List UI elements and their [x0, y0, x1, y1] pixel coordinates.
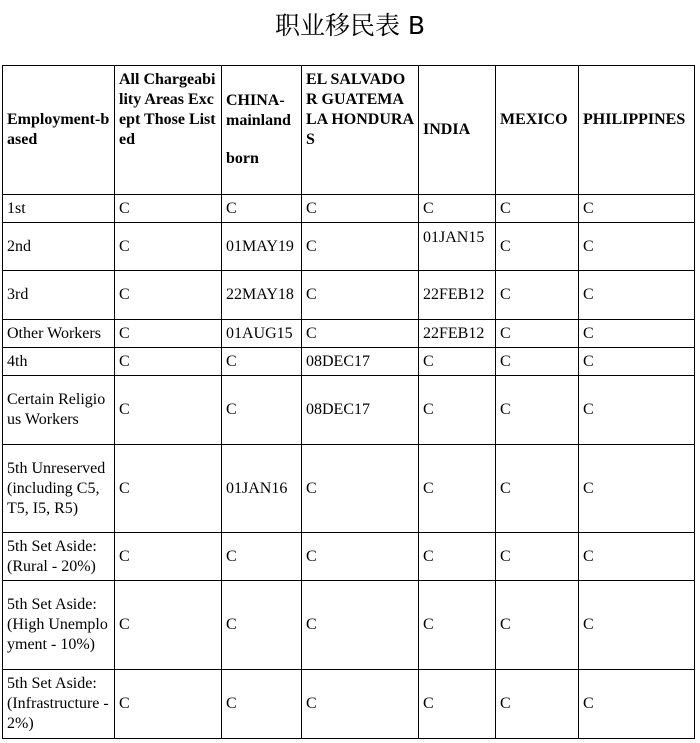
table-row — [3, 445, 695, 533]
table-cell: C — [222, 670, 302, 739]
visa-bulletin-table — [2, 65, 695, 739]
table-cell: C — [302, 445, 419, 533]
table-cell: C — [496, 376, 579, 445]
table-cell: 01JAN15 — [419, 223, 496, 271]
table-cell: C — [579, 533, 695, 581]
table-cell: 08DEC17 — [302, 376, 419, 445]
table-cell: C — [496, 195, 579, 223]
table-cell: C — [115, 271, 222, 320]
table-cell: 08DEC17 — [302, 348, 419, 376]
table-cell: C — [496, 670, 579, 739]
table-cell: C — [302, 670, 419, 739]
table-cell: C — [419, 581, 496, 670]
table-cell: C — [222, 348, 302, 376]
table-cell: C — [419, 670, 496, 739]
table-cell: C — [496, 271, 579, 320]
table-cell: C — [579, 320, 695, 348]
row-category: 4th — [3, 348, 115, 376]
table-cell: C — [579, 195, 695, 223]
table-cell: C — [419, 376, 496, 445]
header-india: INDIA — [419, 66, 496, 195]
header-employment-based: Employment-based — [3, 66, 115, 195]
row-category: 5th Set Aside: (Rural - 20%) — [3, 533, 115, 581]
row-category: 1st — [3, 195, 115, 223]
table-cell: 01AUG15 — [222, 320, 302, 348]
table-cell: C — [419, 348, 496, 376]
table-cell: C — [302, 195, 419, 223]
table-cell: C — [579, 581, 695, 670]
row-category: 5th Set Aside: (High Unemployment - 10%) — [3, 581, 115, 670]
table-row — [3, 223, 695, 271]
row-category: 5th Set Aside: (Infrastructure - 2%) — [3, 670, 115, 739]
page-title: 职业移民表 B — [274, 11, 426, 40]
header-el-salvador-guatemala-honduras: EL SALVADOR GUATEMALA HONDURAS — [302, 66, 419, 195]
table-cell: C — [579, 445, 695, 533]
table-cell: C — [115, 348, 222, 376]
table-cell: 22MAY18 — [222, 271, 302, 320]
table-cell: C — [302, 320, 419, 348]
table-row — [3, 271, 695, 320]
table-cell: C — [115, 670, 222, 739]
table-cell: C — [579, 670, 695, 739]
table-cell: C — [419, 195, 496, 223]
table-cell: C — [302, 271, 419, 320]
table-cell: C — [419, 445, 496, 533]
table-cell: C — [419, 533, 496, 581]
table-cell: C — [302, 533, 419, 581]
row-category: 5th Unreserved (including C5, T5, I5, R5) — [3, 445, 115, 533]
table-cell: C — [579, 223, 695, 271]
row-category: Other Workers — [3, 320, 115, 348]
table-cell: 22FEB12 — [419, 271, 496, 320]
table-row — [3, 348, 695, 376]
table-cell: C — [496, 223, 579, 271]
table-cell: C — [115, 195, 222, 223]
header-china — [222, 66, 302, 195]
table-cell: C — [115, 445, 222, 533]
table-cell: C — [496, 581, 579, 670]
table-row — [3, 376, 695, 445]
header-philippines: PHILIPPINES — [579, 66, 695, 195]
table-header-row — [3, 66, 695, 195]
table-cell: 01MAY19 — [222, 223, 302, 271]
header-china-line2: born — [226, 150, 259, 167]
row-category: Certain Religious Workers — [3, 376, 115, 445]
table-cell: C — [302, 581, 419, 670]
table-cell: C — [579, 271, 695, 320]
table-cell: 01JAN16 — [222, 445, 302, 533]
header-china-line1: CHINA-mainland — [226, 92, 291, 129]
table-cell: C — [496, 445, 579, 533]
table-cell: C — [115, 223, 222, 271]
table-cell: C — [496, 348, 579, 376]
table-row — [3, 195, 695, 223]
table-cell: C — [222, 533, 302, 581]
header-mexico: MEXICO — [496, 66, 579, 195]
table-cell: C — [496, 533, 579, 581]
header-all-chargeability: All Chargeability Areas Except Those Listed — [115, 66, 222, 195]
table-cell: C — [115, 320, 222, 348]
table-cell: C — [222, 376, 302, 445]
table-cell: C — [302, 223, 419, 271]
table-row — [3, 581, 695, 670]
table-cell: C — [496, 320, 579, 348]
table-cell: C — [222, 581, 302, 670]
table-cell: C — [115, 581, 222, 670]
table-row — [3, 320, 695, 348]
table-cell: 22FEB12 — [419, 320, 496, 348]
table-row — [3, 533, 695, 581]
table-cell: C — [222, 195, 302, 223]
row-category: 3rd — [3, 271, 115, 320]
table-cell: C — [579, 376, 695, 445]
table-row — [3, 670, 695, 739]
row-category: 2nd — [3, 223, 115, 271]
table-cell: C — [115, 533, 222, 581]
table-cell: C — [115, 376, 222, 445]
table-cell: C — [579, 348, 695, 376]
